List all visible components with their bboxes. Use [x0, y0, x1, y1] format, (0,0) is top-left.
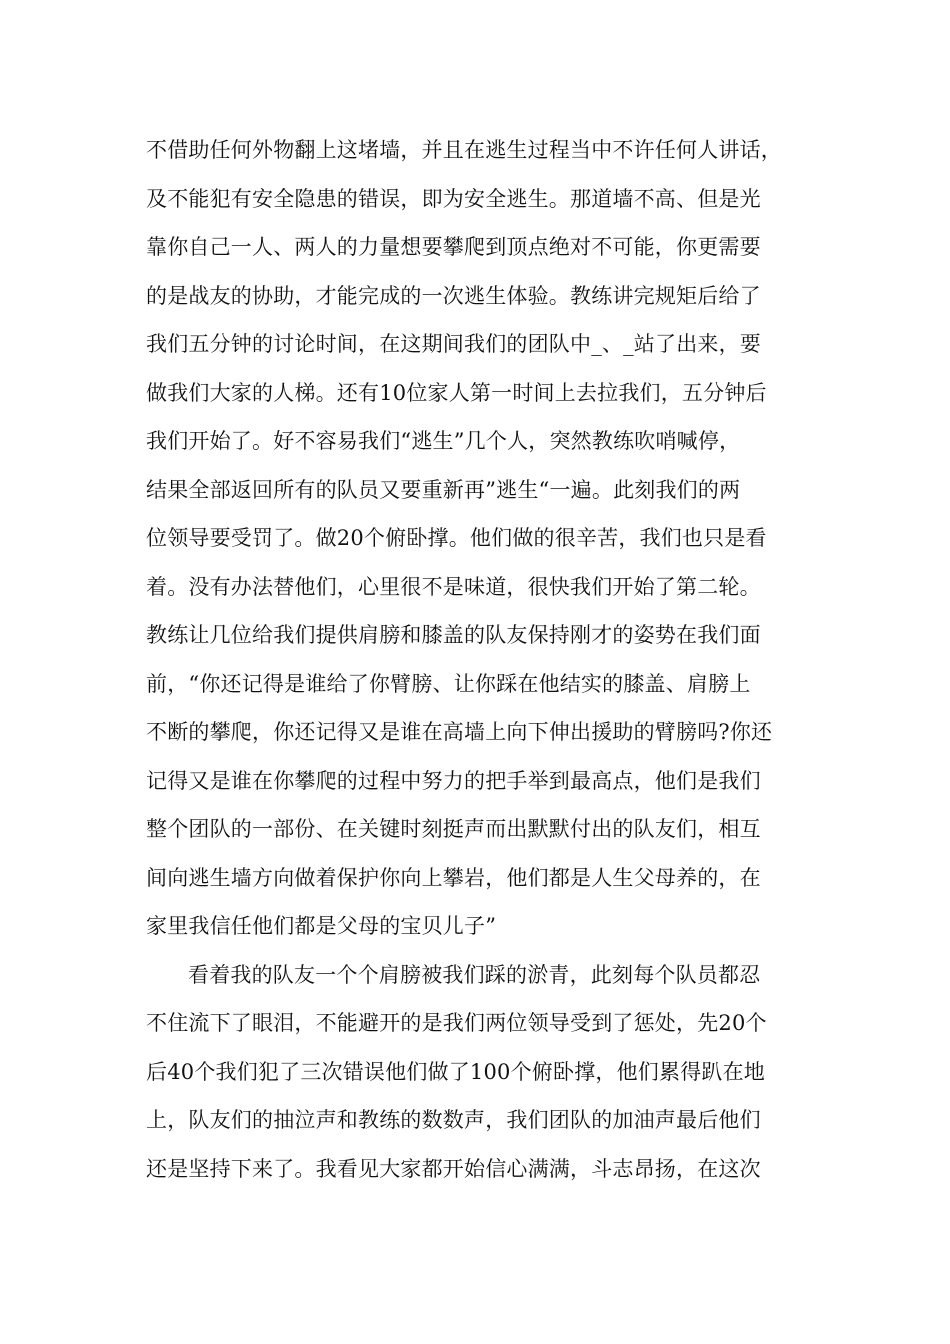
text-line: 我们五分钟的讨论时间，在这期间我们的团队中_、_站了出来，要	[146, 332, 761, 356]
text-line: 位领导要受罚了。做20个俯卧撑。他们做的很辛苦，我们也只是看	[146, 526, 767, 550]
text-line: 的是战友的协助，才能完成的一次逃生体验。教练讲完规矩后给了	[146, 283, 761, 308]
body-text	[146, 126, 816, 1193]
text-line: 着。没有办法替他们，心里很不是味道，很快我们开始了第二轮。	[146, 574, 761, 599]
text-line: 后40个我们犯了三次错误他们做了100个俯卧撑，他们累得趴在地	[146, 1059, 766, 1084]
text-line: 我们开始了。好不容易我们“逃生”几个人，突然教练吹哨喊停，	[146, 429, 741, 453]
text-line: 整个团队的一部份、在关键时刻挺声而出默默付出的队友们，相互	[146, 817, 761, 841]
text-line: 及不能犯有安全隐患的错误，即为安全逃生。那道墙不高、但是光	[146, 186, 761, 211]
text-line: 教练让几位给我们提供肩膀和膝盖的队友保持刚才的姿势在我们面	[146, 623, 761, 647]
text-line: 结果全部返回所有的队员又要重新再”逃生“一遍。此刻我们的两	[146, 477, 741, 502]
paragraph-start-line: 看着我的队友一个个肩膀被我们踩的淤青，此刻每个队员都忍	[188, 962, 761, 987]
text-line: 不借助任何外物翻上这堵墙，并且在逃生过程当中不许任何人讲话，	[146, 138, 782, 162]
text-line: 靠你自己一人、两人的力量想要攀爬到顶点绝对不可能，你更需要	[146, 235, 761, 259]
text-line: 不住流下了眼泪，不能避开的是我们两位领导受到了惩处，先20个	[146, 1011, 767, 1035]
text-line: 前，“你还记得是谁给了你臂膀、让你踩在他结实的膝盖、肩膀上	[146, 671, 751, 696]
text-line: 上，队友们的抽泣声和教练的数数声，我们团队的加油声最后他们	[146, 1108, 761, 1132]
text-line: 间向逃生墙方向做着保护你向上攀岩，他们都是人生父母养的，在	[146, 865, 761, 890]
text-line: 记得又是谁在你攀爬的过程中努力的把手举到最高点，他们是我们	[146, 768, 761, 793]
text-line: 做我们大家的人梯。还有10位家人第一时间上去拉我们，五分钟后	[146, 380, 767, 405]
text-line: 不断的攀爬，你还记得又是谁在高墙上向下伸出援助的臂膀吗?你还	[146, 720, 773, 744]
text-line: 还是坚持下来了。我看见大家都开始信心满满，斗志昂扬，在这次	[146, 1156, 761, 1181]
text-line: 家里我信任他们都是父母的宝贝儿子”	[146, 914, 497, 938]
